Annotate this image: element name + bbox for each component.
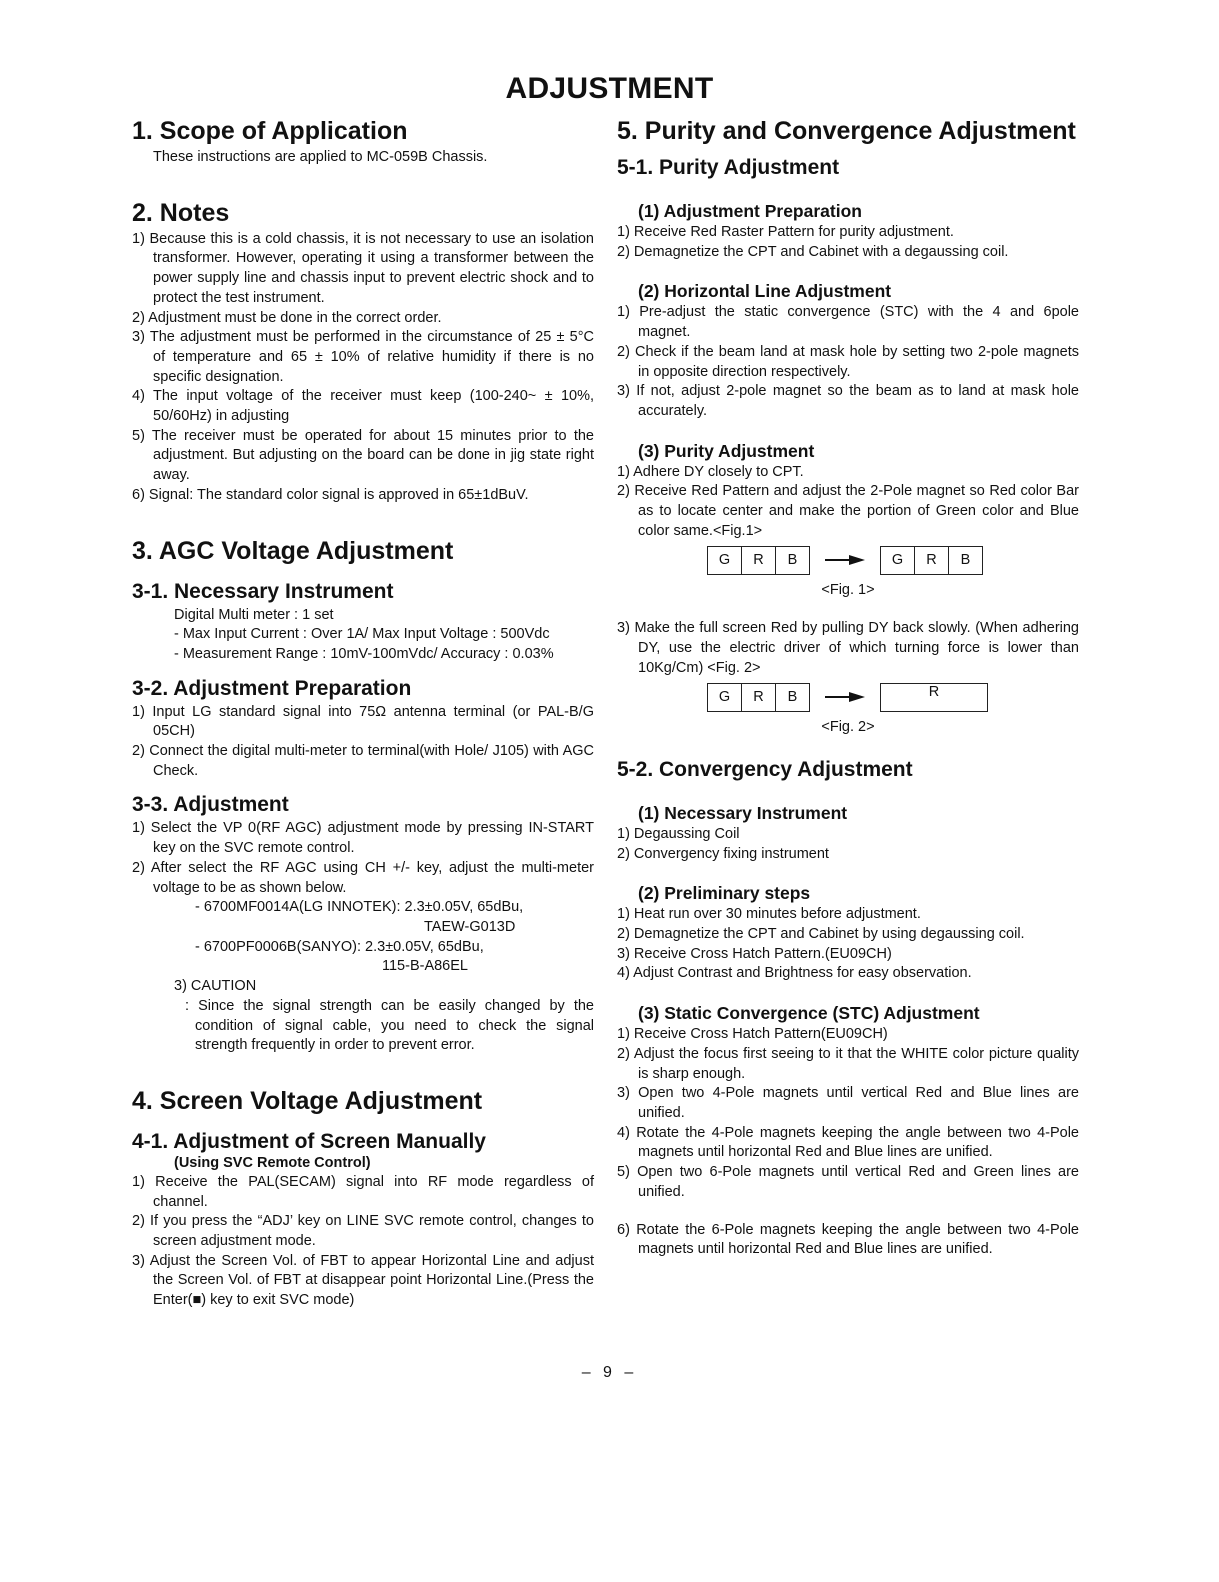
stc-list-cont <box>617 1221 1079 1260</box>
screen-adjust-list <box>132 1173 594 1311</box>
list-item: 1) Degaussing Coil <box>617 825 740 842</box>
preliminary-list <box>617 905 1079 984</box>
color-cell: G <box>881 547 915 574</box>
list-item: 2) Adjustment must be done in the correct order. <box>132 309 442 326</box>
color-bar-after <box>880 546 983 575</box>
caution-text: : Since the signal strength can be easily changed by the condition of signal cable, you need to check the signal strength frequently in order to prevent error. <box>185 997 594 1054</box>
horizontal-line-heading: (2) Horizontal Line Adjustment <box>638 281 892 302</box>
section-4-1-note: (Using SVC Remote Control) <box>174 1154 371 1171</box>
list-item: 5) The receiver must be operated for about 15 minutes prior to the adjustment. But adjusting on the board can be done in jig state right away. <box>132 427 594 484</box>
section-3-2-heading: 3-2. Adjustment Preparation <box>132 676 412 700</box>
notes-list <box>132 230 594 506</box>
agc-adjustment-list <box>132 819 594 898</box>
red-screen-box: R <box>880 683 988 712</box>
color-cell: B <box>787 689 798 706</box>
list-item: 2) Connect the digital multi-meter to terminal(with Hole/ J105) with AGC Check. <box>132 743 594 779</box>
purity-adjust-heading: (3) Purity Adjustment <box>638 440 815 461</box>
right-column <box>617 114 1079 1260</box>
section-4-heading: 4. Screen Voltage Adjustment <box>132 1086 483 1115</box>
instrument-line: Digital Multi meter : 1 set <box>174 606 334 623</box>
color-cell: R <box>742 547 776 574</box>
page-title: ADJUSTMENT <box>505 72 714 105</box>
color-cell: B <box>787 552 798 569</box>
color-cell: R <box>915 547 949 574</box>
list-item: 3) If not, adjust 2-pole magnet so the beam as to land at mask hole accurately. <box>617 383 1079 419</box>
purity-prep-list <box>617 223 1079 262</box>
spec-line: - 6700PF0006B(SANYO): 2.3±0.05V, 65dBu, <box>195 938 484 955</box>
list-item: 3) Receive Cross Hatch Pattern.(EU09CH) <box>617 945 892 962</box>
list-item: 1) Select the VP 0(RF AGC) adjustment mode by pressing IN-START key on the SVC remote control. <box>132 820 594 857</box>
color-cell: G <box>708 547 742 574</box>
spec-line: TAEW-G013D <box>424 918 516 935</box>
purity-adjust-list-cont <box>617 619 1079 678</box>
list-item: 3) The adjustment must be performed in the circumstance of 25 ± 5°C of temperature and 65 ± 10% of relative humidity if there is no specific designation. <box>132 329 594 385</box>
color-cell: R <box>742 684 776 711</box>
color-bar-before <box>707 546 810 575</box>
spec-line: - 6700MF0014A(LG INNOTEK): 2.3±0.05V, 65dBu, <box>195 899 524 916</box>
list-item: 1) Heat run over 30 minutes before adjustment. <box>617 906 921 923</box>
list-item: 1) Receive Cross Hatch Pattern(EU09CH) <box>617 1026 888 1043</box>
section-2-heading: 2. Notes <box>132 198 230 227</box>
list-item: 4) Rotate the 4-Pole magnets keeping the angle between two 4-Pole magnets until horizontal Red and Blue lines are unified. <box>617 1124 1079 1161</box>
list-item: 6) Signal: The standard color signal is approved in 65±1dBuV. <box>132 486 529 503</box>
list-item: 2) If you press the “ADJ’ key on LINE SVC remote control, changes to screen adjustment mode. <box>132 1213 594 1250</box>
list-item: 6) Rotate the 6-Pole magnets keeping the angle between two 4-Pole magnets until horizontal Red and Blue lines are unified. <box>617 1221 1079 1258</box>
list-item: 2) Check if the beam land at mask hole by setting two 2-pole magnets in opposite direction respectively. <box>617 343 1079 380</box>
preparation-list <box>132 703 594 782</box>
list-item: 1) Receive Red Raster Pattern for purity adjustment. <box>617 224 954 240</box>
list-item: 4) Adjust Contrast and Brightness for easy observation. <box>617 965 972 982</box>
list-item: 3) Make the full screen Red by pulling DY back slowly. (When adhering DY, use the electric driver of which turning force is lower than 10Kg/Cm) <Fig. 2> <box>617 620 1079 676</box>
section-5-2-heading: 5-2. Convergency Adjustment <box>617 757 913 781</box>
instrument-line: - Measurement Range : 10mV-100mVdc/ Accuracy : 0.03% <box>174 645 554 662</box>
list-item: 5) Open two 6-Pole magnets until vertical Red and Green lines are unified. <box>617 1164 1079 1200</box>
arrow-right-icon <box>810 691 880 703</box>
section-1-text: These instructions are applied to MC-059B Chassis. <box>153 149 488 165</box>
list-item: 4) The input voltage of the receiver must keep (100-240~ ± 10%, 50/60Hz) in adjusting <box>132 388 594 425</box>
figure-1-caption: <Fig. 1> <box>821 582 875 599</box>
list-item: 1) Adhere DY closely to CPT. <box>617 463 804 480</box>
conv-instrument-list <box>617 825 1079 864</box>
color-cell: G <box>708 684 742 711</box>
figure-2-caption: <Fig. 2> <box>821 719 875 736</box>
section-4-1-heading: 4-1. Adjustment of Screen Manually <box>132 1129 486 1153</box>
spec-line: 115-B-A86EL <box>382 958 468 975</box>
page-number: – 9 – <box>581 1364 638 1381</box>
section-5-1-heading: 5-1. Purity Adjustment <box>617 156 840 179</box>
arrow-right-icon <box>810 554 880 566</box>
left-column <box>132 114 594 1311</box>
list-item: 2) Demagnetize the CPT and Cabinet by using degaussing coil. <box>617 926 1025 943</box>
list-item: 1) Receive the PAL(SECAM) signal into RF mode regardless of channel. <box>132 1173 594 1210</box>
figure-2 <box>707 682 1079 712</box>
section-5-heading: 5. Purity and Convergence Adjustment <box>617 117 1076 145</box>
list-item: 1) Input LG standard signal into 75Ω antenna terminal (or PAL-B/G 05CH) <box>132 703 594 740</box>
section-3-1-heading: 3-1. Necessary Instrument <box>132 579 394 603</box>
list-item: 1) Because this is a cold chassis, it is not necessary to use an isolation transformer. However, operating it using a transformer between the power supply line and chassis input to prevent electric shock and to protect the test instrument. <box>132 230 594 306</box>
preliminary-heading: (2) Preliminary steps <box>638 883 811 904</box>
stc-heading: (3) Static Convergence (STC) Adjustment <box>638 1003 980 1024</box>
color-bar-before <box>707 683 810 712</box>
section-3-3-heading: 3-3. Adjustment <box>132 793 289 817</box>
list-item: 2) Convergency fixing instrument <box>617 845 829 862</box>
list-item: 2) Adjust the focus first seeing to it that the WHITE color picture quality is sharp enough. <box>617 1045 1079 1082</box>
list-item: 2) Receive Red Pattern and adjust the 2-Pole magnet so Red color Bar as to locate center and make the portion of Green color and Blue color same.<Fig.1> <box>617 483 1079 539</box>
list-item: 1) Pre-adjust the static convergence (STC) with the 4 and 6pole magnet. <box>617 304 1079 341</box>
list-item: 3) Adjust the Screen Vol. of FBT to appear Horizontal Line and adjust the Screen Vol. of FBT at disappear point Horizontal Line.(Press the Enter(■) key to exit SVC mode) <box>132 1252 594 1309</box>
purity-prep-heading: (1) Adjustment Preparation <box>638 201 862 221</box>
section-1-heading: 1. Scope of Application <box>132 117 408 145</box>
purity-adjust-list <box>617 463 1079 542</box>
section-3-heading: 3. AGC Voltage Adjustment <box>132 536 454 565</box>
list-item: 2) Demagnetize the CPT and Cabinet with a degaussing coil. <box>617 243 1009 260</box>
horizontal-line-list <box>617 303 1079 421</box>
list-item: 3) Open two 4-Pole magnets until vertical Red and Blue lines are unified. <box>617 1085 1079 1121</box>
caution-label: 3) CAUTION <box>174 978 257 995</box>
instrument-line: - Max Input Current : Over 1A/ Max Input Voltage : 500Vdc <box>174 626 550 643</box>
stc-list <box>617 1025 1079 1202</box>
conv-instrument-heading: (1) Necessary Instrument <box>638 802 848 823</box>
figure-1 <box>707 545 1079 575</box>
color-cell: B <box>960 552 971 569</box>
list-item: 2) After select the RF AGC using CH +/- key, adjust the multi-meter voltage to be as shown below. <box>132 859 594 896</box>
